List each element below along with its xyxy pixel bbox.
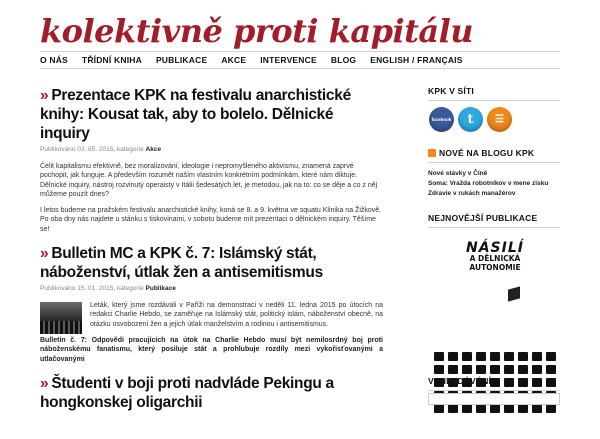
post	[40, 244, 383, 364]
book-title-line: NÁSILÍ	[466, 240, 524, 256]
crowd-figure	[490, 365, 500, 374]
post-meta	[40, 146, 383, 153]
nav-blog[interactable]: BLOG	[330, 55, 357, 65]
crowd-figure	[448, 365, 458, 374]
crowd-figure	[434, 352, 444, 361]
rss-feed-icon[interactable]	[428, 149, 436, 157]
search-input[interactable]	[428, 393, 560, 405]
blog-item[interactable]: Zdravie v rukách manažérov	[428, 190, 516, 197]
crowd-figure	[546, 404, 556, 413]
post-date: Publikováno 15. 01. 2015, kategorie	[40, 285, 144, 293]
crowd-figure	[504, 365, 514, 374]
crowd-figure	[434, 404, 444, 413]
nav-akce[interactable]: AKCE	[221, 55, 247, 65]
publications-heading: NEJNOVĚJŠÍ PUBLIKACE	[428, 213, 560, 228]
crowd-figure	[462, 404, 472, 413]
crowd-figure	[490, 404, 500, 413]
post-paragraph: I letos budeme na pražském festivalu anarchistické knihy, koná se 8. a 9. května ve squatu Klinika na Žižkově. Po oba dny nás najdete u stánku s tiskovinami, v sobotu budeme mít prezentaci o dělnickém inquiry. Těšíme se!	[40, 207, 382, 233]
crowd-figure	[448, 352, 458, 361]
crowd-figure	[546, 352, 556, 361]
post-title-link[interactable]	[40, 244, 383, 282]
blog-list	[428, 169, 560, 199]
nav-o-nas[interactable]: O NÁS	[40, 55, 68, 65]
crowd-figure	[504, 352, 514, 361]
post-excerpt	[40, 301, 383, 336]
social-heading: KPK V SÍTI	[428, 86, 560, 101]
crowd-figure	[518, 352, 528, 361]
crowd-figure	[476, 404, 486, 413]
cube-icon	[508, 286, 520, 301]
crowd-figure	[434, 365, 444, 374]
post-meta	[40, 285, 383, 292]
post-title-link[interactable]	[40, 374, 383, 412]
blog-heading	[428, 148, 560, 163]
twitter-icon[interactable]: t	[458, 107, 483, 132]
crowd-figure	[504, 404, 514, 413]
post-date: Publikováno 03. 05. 2015, kategorie	[40, 146, 144, 153]
blog-item[interactable]: Nové stávky v Číně	[428, 170, 488, 177]
crowd-figure	[476, 365, 486, 374]
book-title-line: A DĚLNICKÁ	[469, 253, 521, 263]
crowd-figure	[462, 352, 472, 361]
crowd-figure	[546, 365, 556, 374]
crowd-figure	[518, 365, 528, 374]
post-title-text[interactable]: Bulletin MC a KPK č. 7: Islámský stát, náboženství, útlak žen a antisemitismus	[40, 245, 323, 282]
post-paragraph: Čelit kapitalismu efektivně, bez moralizování, ideologie i nepromyšleného aktivismu, znamená zaprvé pochopit, jak funguje. A především rozumět naším vlastním konkrétním podmínkám, které nám diktuje. Dělnické inquiry, nástroj rozvinutý operaisty v Itálii šedesátých let, je metodou, jak na to: co se děje a co z něj můžeme pouzít dnes?	[40, 163, 378, 198]
crowd-figure	[532, 365, 542, 374]
post-link-paragraph[interactable]: Bulletin č. 7: Odpovědi pracujících na útok na Charlie Hebdo musí být nemilosrdný boj proti náboženskému fanatismu, který posiluje stát a prohlubuje rozdíly mezi vykořisťovanými a utlačovanými	[40, 336, 383, 363]
crowd-figure	[518, 404, 528, 413]
book-cover-image[interactable]	[428, 234, 560, 439]
post-category-link[interactable]: Akce	[145, 146, 162, 153]
blog-heading-text[interactable]: NOVÉ NA BLOGU KPK	[439, 148, 535, 158]
nav-publikace[interactable]: PUBLIKACE	[155, 55, 208, 65]
book-title-line: AUTONOMIE	[469, 263, 521, 272]
nav-tridni-kniha[interactable]: TŘÍDNÍ KNIHA	[81, 55, 142, 65]
post-title-text[interactable]: Študenti v boji proti nadvláde Pekingu a hongkonskej oligarchii	[40, 374, 334, 411]
post	[40, 86, 383, 234]
raquo-icon: »	[40, 87, 49, 104]
raquo-icon: »	[40, 245, 49, 263]
crowd-figure	[462, 365, 472, 374]
nav-english-francais[interactable]: ENGLISH / FRANÇAIS	[370, 55, 463, 65]
crowd-figure	[490, 352, 500, 361]
crowd-figure	[532, 404, 542, 413]
crowd-figure	[476, 352, 486, 361]
post-thumbnail-image[interactable]	[40, 302, 82, 334]
facebook-icon[interactable]: facebook	[429, 107, 454, 132]
nav-intervence[interactable]: INTERVENCE	[260, 55, 317, 65]
post-title-text[interactable]: Prezentace KPK na festivalu anarchistické knihy: Kousat tak, aby to bolelo. Dělnické inquiry	[40, 87, 351, 142]
post-paragraph: Leták, který jsme rozdávali v Paříži na demonstraci v neděli 11. ledna 2015 po útocích na redakci Charlie Hebdo, se zaměřuje na Islámský stát, politický islám, náboženství obecně, na otázku osvobození žen a jejich útlak manželstvím a rodinou i antisemitismus.	[90, 302, 383, 328]
site-title[interactable]: kolektivně proti kapitálu	[40, 12, 474, 50]
main-nav	[40, 51, 560, 69]
crowd-figure	[532, 352, 542, 361]
post	[40, 374, 383, 412]
blog-item[interactable]: Soma: Vražda robotníkov v mene zisku	[428, 180, 549, 187]
crowd-figure	[448, 404, 458, 413]
post-category-link[interactable]: Publikace	[145, 285, 176, 293]
rss-icon[interactable]: ☰	[487, 107, 512, 132]
book-cover-title	[466, 240, 524, 273]
search-heading: VYHLEDÁVÁNÍ	[428, 376, 560, 391]
raquo-icon: »	[40, 374, 49, 392]
post-title-link[interactable]	[40, 86, 383, 143]
social-links	[429, 107, 560, 132]
main-content	[40, 86, 383, 422]
